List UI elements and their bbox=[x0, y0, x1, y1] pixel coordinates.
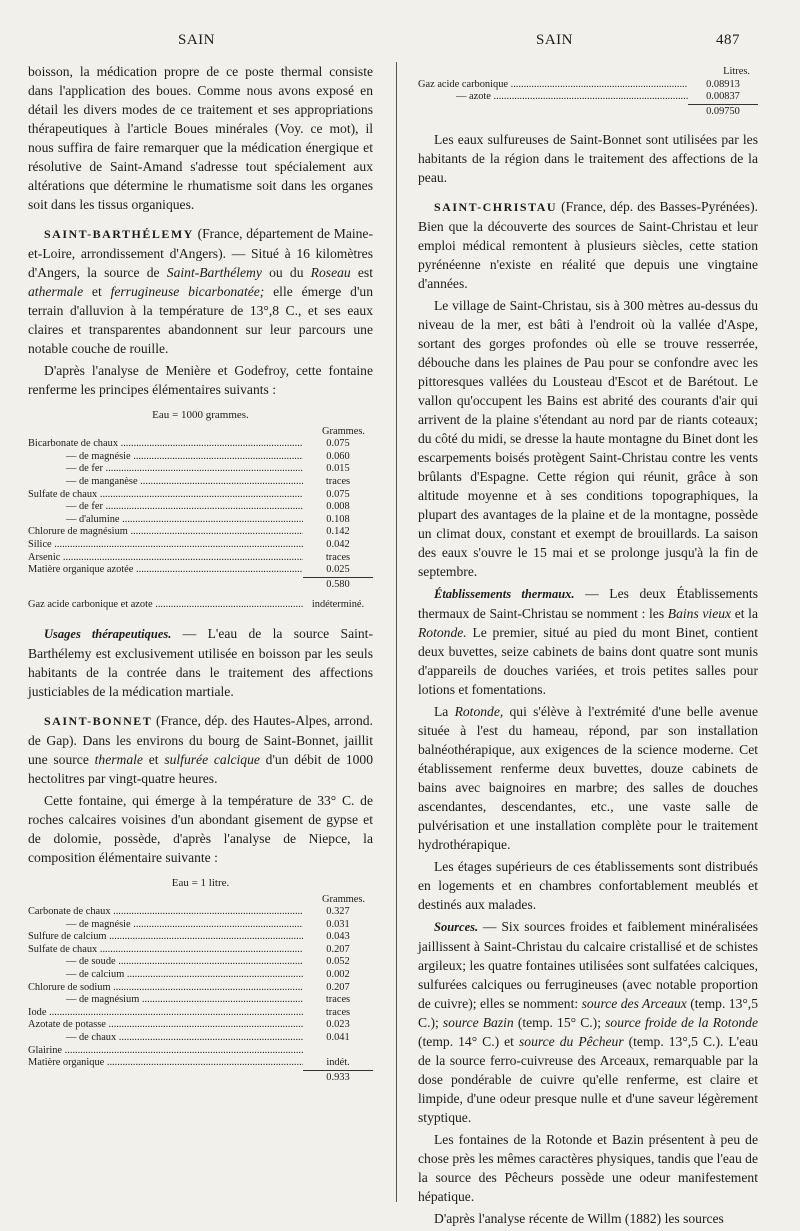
paragraph: boisson, la médication propre de ce poste thermal consiste dans l'application des boues. Comme nous avons exposé en détail les divers modes de ce traitement et ses appropriations thérapeutiques à l'article Boues minérales (Voy. ce mot), il nous suffira de faire remarquer que la médication énergique et résolutive de Saint-Amand s'adresse tout spécialement aux altérations que détermine le rhumatisme soit dans les organes soit dans les tissus organiques. bbox=[28, 64, 373, 212]
table-cell-value: 0.142 bbox=[326, 526, 350, 538]
table-cell-value: indét. bbox=[326, 1057, 350, 1069]
table-cell-name: Carbonate de chaux ..... bbox=[28, 906, 303, 919]
entry-heading: SAINT-CHRISTAU bbox=[434, 200, 558, 215]
table-cell-value: 0.060 bbox=[326, 450, 350, 462]
table-cell-name: Gaz acide carbonique ..... bbox=[418, 79, 688, 92]
table-cell-name: — de chaux ..... bbox=[28, 1032, 303, 1045]
table-cell-name: Azotate de potasse ..... bbox=[28, 1019, 303, 1032]
entry-saint-bonnet: SAINT-BONNET (France, dép. des Hautes-Alpes, arrond. de Gap). Dans les environs du bourg de Saint-Bonnet, jaillit une source thermale et sulfurée calcique d'un débit de 1000 hectolitres par vingt-quatre heures. bbox=[28, 712, 374, 786]
table-row bbox=[28, 982, 373, 995]
table-unit: Grammes. bbox=[322, 893, 365, 905]
table-cell-value: 0.002 bbox=[326, 969, 350, 981]
table-cell-name: Sulfate de chaux ..... bbox=[28, 489, 303, 502]
table-cell-name: Iode ..... bbox=[28, 1007, 303, 1020]
table-cell-name: Silice ..... bbox=[28, 539, 303, 552]
table-row bbox=[28, 956, 373, 969]
entry-heading: SAINT-BARTHÉLEMY bbox=[44, 227, 194, 241]
table-cell-name: Matière organique ..... bbox=[28, 1057, 303, 1070]
table-cell-value: 0.075 bbox=[326, 438, 350, 450]
table-row bbox=[28, 489, 373, 502]
left-column bbox=[28, 62, 373, 1096]
table-cell-name: Chlorure de magnésium ..... bbox=[28, 526, 303, 539]
table-cell-value: 0.08913 bbox=[706, 78, 740, 90]
table-cell-name: — de manganèse ..... bbox=[28, 476, 303, 489]
table-cell-value: 0.041 bbox=[326, 1032, 350, 1044]
paragraph-usages: Usages thérapeutiques. — L'eau de la source Saint-Barthélemy est exclusivement utilisée en boisson par les seuls habitants de la contrée dans le traitement des affections justiciables de la médication martiale. bbox=[28, 625, 373, 699]
paragraph: Les eaux sulfureuses de Saint-Bonnet sont utilisées par les habitants de la région dans le traitement des affections de la peau. bbox=[418, 132, 758, 186]
table-row: Gaz acide carbonique et azote ..... indéterminé. bbox=[28, 599, 373, 612]
table-cell-name: — de magnésium ..... bbox=[28, 994, 303, 1007]
table-cell-value: 0.052 bbox=[326, 956, 350, 968]
table-total: 0.580 bbox=[28, 577, 373, 592]
column-divider bbox=[396, 62, 397, 1202]
table-cell-name: Bicarbonate de chaux ..... bbox=[28, 438, 303, 451]
table-row bbox=[28, 476, 373, 489]
table-caption: Eau = 1 litre. bbox=[171, 876, 230, 889]
table-cell-name: Glairine ..... bbox=[28, 1045, 303, 1058]
table-cell-name: Sulfure de calcium ..... bbox=[28, 931, 303, 944]
table-row bbox=[418, 91, 758, 104]
table-row bbox=[28, 539, 373, 552]
table-cell-value: 0.108 bbox=[326, 513, 350, 525]
table-cell-value: 0.207 bbox=[326, 943, 350, 955]
table-row bbox=[28, 451, 373, 464]
table-cell-value: 0.023 bbox=[326, 1019, 350, 1031]
table-row bbox=[28, 1045, 373, 1058]
table-cell-value: 0.207 bbox=[326, 981, 350, 993]
table-row bbox=[28, 919, 373, 932]
table-row bbox=[28, 463, 373, 476]
table-cell-name: Arsenic ..... bbox=[28, 552, 303, 565]
table-row bbox=[28, 438, 373, 451]
table-cell-name: Matière organique azotée ..... bbox=[28, 564, 303, 577]
table-cell-value bbox=[303, 1045, 373, 1058]
running-head-center: SAIN bbox=[536, 32, 574, 48]
page-number: 487 bbox=[716, 32, 740, 48]
table-cell-name: — de magnésie ..... bbox=[28, 919, 303, 932]
paragraph: Les fontaines de la Rotonde et Bazin présentent à peu de chose près les mêmes caractères physiques, tandis que l'eau de la source des Pêcheurs possède une odeur manifestement hépatique. bbox=[418, 1132, 758, 1205]
table-cell-value: 0.025 bbox=[326, 564, 350, 576]
table-cell-name: — de fer ..... bbox=[28, 501, 303, 514]
table-cell-name: — de soude ..... bbox=[28, 956, 303, 969]
table-row bbox=[28, 994, 373, 1007]
table-cell-name: — azote ..... bbox=[418, 91, 688, 104]
table-cell-value: 0.042 bbox=[326, 538, 350, 550]
subheading: Usages thérapeutiques. bbox=[44, 626, 172, 641]
table-row bbox=[28, 944, 373, 957]
table-rows bbox=[28, 906, 373, 1070]
table-unit: Litres. bbox=[723, 66, 750, 77]
table-row bbox=[28, 501, 373, 514]
table-cell-name: Sulfate de chaux ..... bbox=[28, 944, 303, 957]
paragraph: D'après l'analyse de Menière et Godefroy, cette fontaine renferme les principes élémentaires suivants : bbox=[28, 363, 373, 397]
table-row bbox=[28, 906, 373, 919]
entry-saint-christau: SAINT-CHRISTAU (France, dép. des Basses-Pyrénées). Bien que la découverte des sources de Saint-Christau et leur emploi médical remontent à plusieurs siècles, cette station pyrénéenne n'existe en réalité que depuis une vingtaine d'années. bbox=[418, 199, 758, 292]
table-row bbox=[28, 526, 373, 539]
table-cell-value: 0.015 bbox=[326, 463, 350, 475]
table-rows bbox=[418, 79, 758, 104]
table-caption: Eau = 1000 grammes. bbox=[152, 409, 249, 421]
paragraph: Les étages supérieurs de ces établissements sont distribués en logements et en chambres confortablement meublés et destinés aux malades. bbox=[418, 859, 758, 913]
entry-heading: SAINT-BONNET bbox=[44, 713, 153, 728]
paragraph: Cette fontaine, qui émerge à la température de 33° C. de roches calcaires voisines d'un abondant gisement de gypse et de dolomie, possède, d'après l'analyse de Niepce, la composition élémentaire suivante : bbox=[28, 792, 373, 865]
table-total: 0.933 bbox=[28, 1070, 373, 1085]
table-cell-name: — de magnésie ..... bbox=[28, 451, 303, 464]
table-row bbox=[28, 1007, 373, 1020]
table-row bbox=[28, 1019, 373, 1032]
table-row bbox=[28, 552, 373, 565]
table-cell-name: — d'alumine ..... bbox=[28, 514, 303, 527]
table-cell-value: traces bbox=[325, 994, 351, 1006]
running-head-left: SAIN bbox=[178, 32, 216, 48]
composition-table bbox=[28, 877, 373, 1085]
table-cell-value: traces bbox=[325, 475, 351, 487]
table-cell-value: 0.327 bbox=[326, 906, 350, 918]
table-rows bbox=[28, 438, 373, 577]
table-total: 0.09750 bbox=[418, 104, 758, 119]
table-cell-value: traces bbox=[325, 551, 351, 563]
table-row bbox=[28, 514, 373, 527]
table-cell-value: 0.043 bbox=[326, 931, 350, 943]
paragraph: Le village de Saint-Christau, sis à 300 mètres au-dessus du niveau de la mer, est bâti à l'endroit où la vallée d'Aspe, sortant des gorges profondes où elle se trouve resserrée, débouche dans les plaines de Pau pour se confondre avec les pittoresques vallées du Lousteau d'Escot et de Barétout. Le vallon qu'occupent les Bains est abrité des courants d'air qui arrivent de la plaine s'étendant au nord par de riants coteaux; du côté du midi, se dresse la haute montagne du Binet dont les escarpements boisés protègent Saint-Christau contre les vents brûlants d'Espagne. Cette région qui réunit, grâce à son altitude moyenne et à ses conditions topographiques, la plupart des avantages de la plaine et de la montagne, possède un climat doux, constant et exempt de brouillards. La saison des eaux s'ouvre le 15 mai et se prolonge jusqu'à la fin de septembre. bbox=[418, 298, 758, 580]
paragraph-sources: Sources. — Six sources froides et faiblement minéralisées jaillissent à Saint-Christau du calcaire cristallisé et de schistes argileux; les quatre fontaines utilisées sont sulfatées calciques, sulfurées calciques ou ferrugineuses (avec notable proportion de cuivre); elles se nomment: source des Arceaux (temp. 13°,5 C.); source Bazin (temp. 15° C.); source froide de la Rotonde (temp. 14° C.) et source du Pêcheur (temp. 13°,5 C.). L'eau de la source ferro-cuivreuse des Arceaux, remarquable par la dose pondérable de cuivre qu'elle renferme, est claire et limpide, d'une odeur presque nulle et d'une saveur légèrement styptique. bbox=[418, 919, 759, 1126]
composition-table bbox=[28, 409, 373, 612]
table-cell-value: 0.031 bbox=[326, 918, 350, 930]
table-cell-name: Chlorure de sodium ..... bbox=[28, 982, 303, 995]
table-cell-value: 0.075 bbox=[326, 488, 350, 500]
paragraph: D'après l'analyse récente de Willm (1882) les sources bbox=[434, 1211, 724, 1227]
table-row bbox=[28, 969, 373, 982]
right-column bbox=[418, 62, 758, 1231]
subheading: Sources. bbox=[434, 920, 479, 935]
table-cell-name: — de calcium ..... bbox=[28, 969, 303, 982]
table-unit: Grammes. bbox=[322, 425, 365, 437]
table-row bbox=[28, 564, 373, 577]
table-cell-value: 0.008 bbox=[326, 501, 350, 513]
paragraph-rotonde: La Rotonde, qui s'élève à l'extrémité d'une belle avenue située à l'est du hameau, répond, par son installation balnéothérapique, aux exigences de la science moderne. Cet établissement renferme deux buvettes, douze cabinets de bains avec baignoires en marbre; des salles de douches ascendantes, descendantes, etc., une vaste salle de pulvérisation et une installation complète pour le traitement hydrothérapique. bbox=[418, 704, 758, 853]
table-row bbox=[28, 1057, 373, 1070]
table-cell-value: traces bbox=[325, 1006, 351, 1018]
table-cell-name: — de fer ..... bbox=[28, 463, 303, 476]
paragraph-etablissements: Établissements thermaux. — Les deux Établissements thermaux de Saint-Christau se nomment : les Bains vieux et la Rotonde. Le premier, situé au pied du mont Binet, contient deux buvettes, seize cabinets de bains dont quatre sont munis d'appareils de douches variées, et trois petites salles pour lotions et fomentations. bbox=[418, 586, 758, 698]
entry-saint-barthelemy: SAINT-BARTHÉLEMY (France, département de Maine-et-Loire, arrondissement d'Angers). — Situé à 16 kilomètres d'Angers, la source de Saint-Barthélemy ou du Roseau est athermale et ferrugineuse bicarbonatée; elle émerge d'un terrain d'alluvion à la température de 13°,8 C., et ses eaux claires et transparentes abandonnent sur leur parcours une notable couche de rouille. bbox=[28, 226, 373, 356]
table-row bbox=[28, 931, 373, 944]
subheading: Établissements thermaux. bbox=[434, 587, 575, 602]
table-row bbox=[28, 1032, 373, 1045]
table-cell-value: 0.00837 bbox=[706, 91, 740, 103]
gas-table bbox=[418, 66, 758, 118]
table-row bbox=[418, 79, 758, 92]
